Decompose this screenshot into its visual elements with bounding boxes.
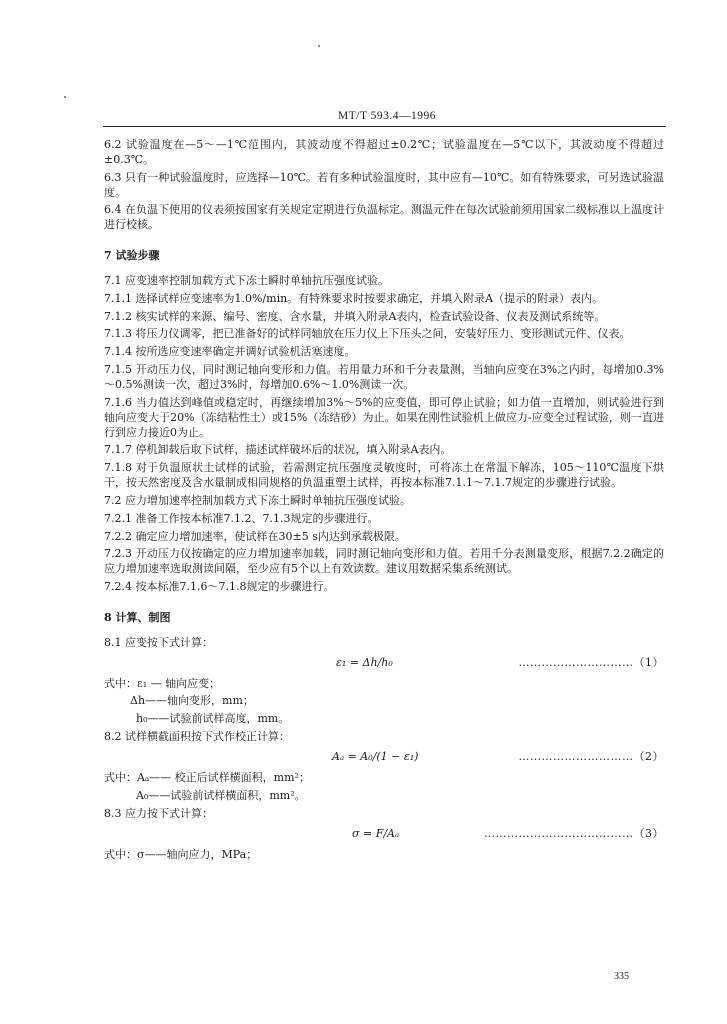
section-7-heading: 7 试验步骤 (104, 249, 160, 263)
clause-7-2-1: 7.2.1 准备工作按本标准7.1.2、7.1.3规定的步骤进行。 (104, 511, 379, 525)
equation-1: ε₁ = Δh/h₀ (336, 655, 393, 669)
where-a-corrected: 式中：Aₐ—— 校正后试样横面积，mm²； (104, 771, 310, 784)
document-body (104, 138, 664, 862)
equation-3: σ = F/Aₐ (352, 826, 400, 840)
equation-1-number: …………………………（1） (518, 655, 664, 669)
equation-2: Aₐ = A₀/(1 − ε₁) (332, 750, 419, 763)
equation-2-number: …………………………（2） (518, 750, 664, 763)
page-number: 335 (614, 971, 629, 982)
clause-7-1: 7.1 应变速率控制加载方式下冻土瞬时单轴抗压强度试验。 (104, 273, 389, 287)
header-rule (103, 126, 666, 127)
clause-6-2: 6.2 试验温度在—5～—1℃范围内，其波动度不得超过±0.2℃；试验温度在—5℃以下，其波动度不得超过±0.3℃。 (104, 138, 664, 166)
clause-7-2-3: 7.2.3 开动压力仪按确定的应力增加速率加载，同时测记轴向变形和力值。若用千分表测量变形，根据7.2.2确定的应力增加速率选取测读间隔，至少应有5个以上有效读数。建议用数据采集系统测试。 (104, 547, 664, 576)
where-epsilon: 式中：ε₁ — 轴向应变； (104, 676, 221, 690)
clause-7-1-6: 7.1.6 当力值达到峰值或稳定时，再继续增加3%～5%的应变值，即可停止试验；如力值一直增加，则试验进行到轴向应变大于20%（冻结粘性土）或15%（冻结砂）为止。如果在刚性试验机上做应力-应变全过程试验，则一直进行到应力接近0为止。 (104, 395, 664, 439)
clause-7-2-2: 7.2.2 确定应力增加速率，使试样在30±5 s内达到承载极限。 (104, 529, 406, 543)
clause-6-3: 6.3 只有一种试验温度时，应选择—10℃。若有多种试验温度时，其中应有—10℃。如有特殊要求，可另选试验温度。 (104, 170, 664, 199)
clause-8-3: 8.3 应力按下式计算： (104, 806, 213, 820)
clause-7-1-1: 7.1.1 选择试样应变速率为1.0%/min。有特殊要求时按要求确定，并填入附录A（提示的附录）表内。 (104, 291, 604, 305)
clause-7-1-2: 7.1.2 核实试样的来源、编号、密度、含水量，并填入附录A表内，检查试验设备、仪表及测试系统等。 (104, 309, 606, 323)
clause-6-4: 6.4 在负温下使用的仪表须按国家有关规定定期进行负温标定。测温元件在每次试验前须用国家二级标准以上温度计进行校核。 (104, 203, 664, 232)
where-h0: h₀——试验前试样高度，mm。 (136, 712, 290, 726)
clause-8-2: 8.2 试样横截面积按下式作校正计算： (104, 730, 290, 744)
scan-speck (64, 96, 66, 98)
where-delta-h: Δh——轴向变形，mm； (130, 694, 254, 708)
clause-7-2: 7.2 应力增加速率控制加载方式下冻土瞬时单轴抗压强度试验。 (104, 493, 411, 507)
clause-7-2-4: 7.2.4 按本标准7.1.6～7.1.8规定的步骤进行。 (104, 580, 335, 594)
clause-7-1-4: 7.1.4 按所选应变速率确定并调好试验机活塞速度。 (104, 345, 356, 359)
equation-1-row (104, 656, 664, 675)
clause-7-1-8: 7.1.8 对于负温原状土试样的试验，若需测定抗压强度灵敏度时，可将冻土在常温下解冻，105～110℃温度下烘干，按天然密度及含水量制成相同规格的负温重塑土试样，再按本标准7.1.1～7.1.7规定的步骤进行试验。 (104, 461, 664, 490)
equation-3-number: …………………………………（3） (484, 826, 664, 840)
scan-speck (318, 45, 320, 47)
equation-3-row (104, 827, 664, 846)
clause-7-1-7: 7.1.7 停机卸载后取下试样，描述试样破坏后的状况，填入附录A表内。 (104, 443, 452, 457)
equation-2-row (104, 750, 664, 769)
standard-code-header: MT/T 593.4—1996 (338, 110, 437, 122)
section-8-heading: 8 计算、制图 (104, 610, 171, 624)
clause-7-1-3: 7.1.3 将压力仪调零，把已准备好的试样同轴放在压力仪上下压头之间，安装好压力、变形测试元件、仪表。 (104, 327, 631, 341)
clause-8-1: 8.1 应变按下式计算： (104, 635, 213, 649)
clause-7-1-5: 7.1.5 开动压力仪，同时测记轴向变形和力值。若用量力环和千分表量测，当轴向应变在3%之内时，每增加0.3%～0.5%测读一次，超过3%时，每增加0.6%～1.0%测读一次。 (104, 363, 664, 391)
where-sigma: 式中：σ——轴向应力，MPa； (104, 847, 258, 861)
where-a0: A₀——试验前试样横面积，mm²。 (136, 788, 306, 802)
